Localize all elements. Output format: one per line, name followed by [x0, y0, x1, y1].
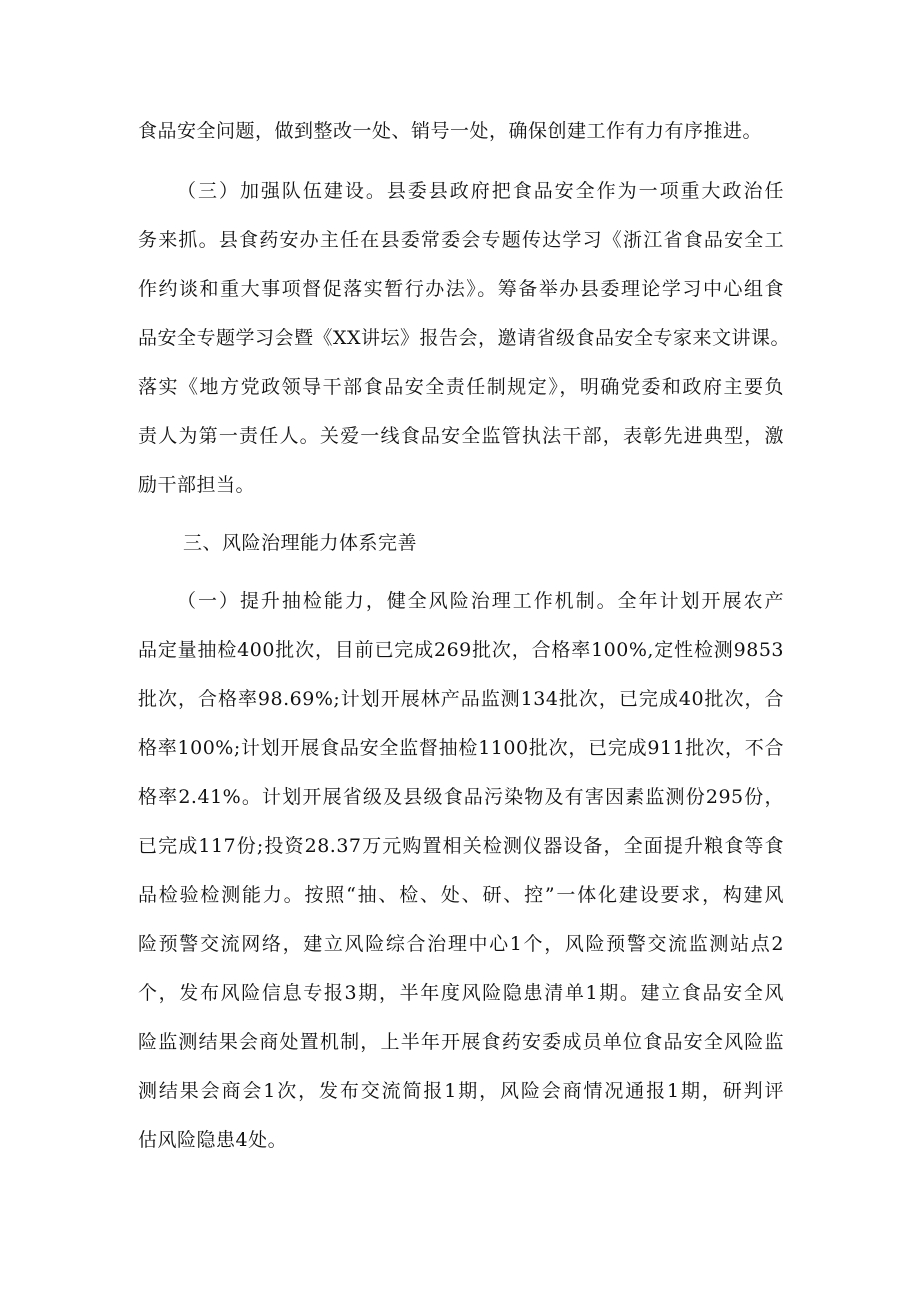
paragraph-line: 批次，合格率98.69%;计划开展林产品监测134批次，已完成40批次，合	[138, 688, 784, 710]
paragraph-line: 测结果会商会1次，发布交流简报1期，风险会商情况通报1期，研判评	[138, 1080, 784, 1102]
paragraph-line: 品检验检测能力。按照“抽、检、处、研、控”一体化建设要求，构建风	[138, 884, 784, 906]
paragraph-line: 落实《地方党政领导干部食品安全责任制规定》，明确党委和政府主要负	[138, 376, 784, 398]
paragraph-line: 作约谈和重大事项督促落实暂行办法》。筹备举办县委理论学习中心组食	[138, 278, 784, 300]
paragraph-line: （一）提升抽检能力，健全风险治理工作机制。全年计划开展农产	[177, 590, 784, 612]
paragraph-line: 责人为第一责任人。关爱一线食品安全监管执法干部，表彰先进典型，激	[138, 425, 784, 447]
paragraph-line: 食品安全问题，做到整改一处、销号一处，确保创建工作有力有序推进。	[138, 120, 763, 142]
paragraph-line: 品安全专题学习会暨《XX讲坛》报告会，邀请省级食品安全专家来文讲课。	[138, 327, 791, 349]
paragraph-line: 务来抓。县食药安办主任在县委常委会专题传达学习《浙江省食品安全工	[138, 229, 784, 251]
paragraph-line: 已完成117份;投资28.37万元购置相关检测仪器设备，全面提升粮食等食	[138, 835, 784, 857]
paragraph-line: 险预警交流网络，建立风险综合治理中心1个，风险预警交流监测站点2	[138, 933, 784, 955]
paragraph-line: 品定量抽检400批次，目前已完成269批次，合格率100%,定性检测9853	[138, 639, 784, 661]
paragraph-line: 格率2.41%。计划开展省级及县级食品污染物及有害因素监测份295份，	[138, 786, 784, 808]
paragraph-line: 励干部担当。	[138, 474, 256, 496]
paragraph-line: 估风险隐患4处。	[138, 1129, 288, 1151]
paragraph-line: （三）加强队伍建设。县委县政府把食品安全作为一项重大政治任	[177, 180, 784, 202]
section-heading: 三、风险治理能力体系完善	[183, 532, 418, 554]
paragraph-line: 险监测结果会商处置机制，上半年开展食药安委成员单位食品安全风险监	[138, 1031, 784, 1053]
paragraph-line: 个，发布风险信息专报3期，半年度风险隐患清单1期。建立食品安全风	[138, 982, 784, 1004]
paragraph-line: 格率100%;计划开展食品安全监督抽检1100批次，已完成911批次，不合	[138, 737, 784, 759]
